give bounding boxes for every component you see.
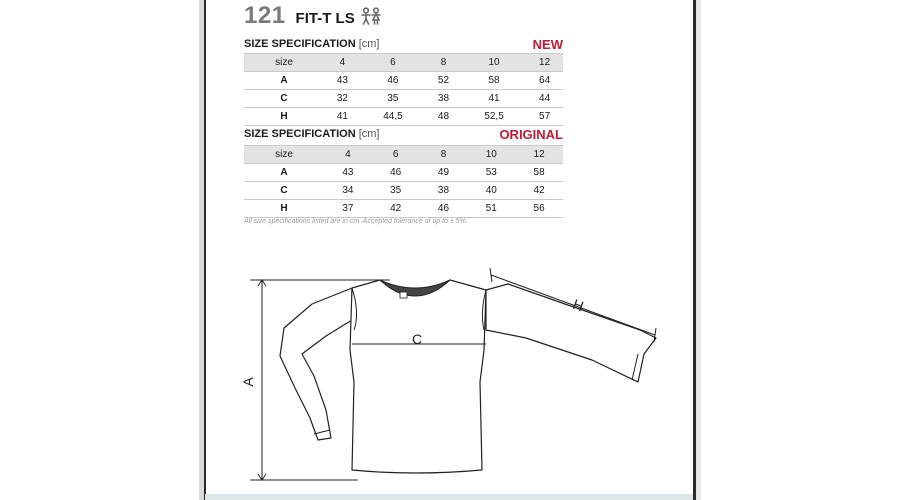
value-cell: 43 <box>324 72 361 90</box>
table-header-row <box>244 54 563 72</box>
value-cell: 42 <box>515 182 563 200</box>
value-cell: 34 <box>324 182 372 200</box>
product-header <box>244 2 382 28</box>
page-border-left <box>199 0 205 500</box>
spec-new-title-text: SIZE SPECIFICATION <box>244 38 356 50</box>
table-row <box>244 182 563 200</box>
value-cell: 58 <box>515 164 563 182</box>
value-cell: 46 <box>372 164 420 182</box>
left-sleeve <box>280 288 352 440</box>
header-cell: 8 <box>420 146 468 164</box>
table-row <box>244 164 563 182</box>
dimension-label-a: A <box>240 377 256 387</box>
value-cell: 51 <box>467 200 515 218</box>
right-sleeve <box>486 284 656 382</box>
spec-original-title <box>244 128 379 140</box>
spec-original-table <box>244 145 563 218</box>
header-cell: 4 <box>324 54 361 72</box>
header-cell: 12 <box>526 54 563 72</box>
footnote: All size specifications listed are in cm. Accepted tolerance of up to ± 5%. <box>244 218 468 225</box>
spec-original-unit: [cm] <box>358 128 380 140</box>
header-cell: 6 <box>361 54 425 72</box>
header-cell: 4 <box>324 146 372 164</box>
header-cell: 10 <box>467 146 515 164</box>
spec-new-unit: [cm] <box>358 38 380 50</box>
dimension-label-h: H <box>570 295 586 315</box>
spec-original-title-text: SIZE SPECIFICATION <box>244 128 356 140</box>
value-cell: 56 <box>515 200 563 218</box>
value-cell: 35 <box>361 90 425 108</box>
value-cell: 48 <box>425 108 462 126</box>
value-cell: 43 <box>324 164 372 182</box>
value-cell: 46 <box>361 72 425 90</box>
page-border-right <box>693 0 696 500</box>
neck-label <box>400 292 407 298</box>
value-cell: 57 <box>526 108 563 126</box>
spec-new-tag: NEW <box>532 37 563 52</box>
row-label-cell: H <box>244 200 324 218</box>
value-cell: 38 <box>420 182 468 200</box>
value-cell: 46 <box>420 200 468 218</box>
value-cell: 44 <box>526 90 563 108</box>
header-cell: 8 <box>425 54 462 72</box>
value-cell: 52,5 <box>462 108 526 126</box>
bottom-strip <box>205 494 693 500</box>
table-row <box>244 72 563 90</box>
row-label-cell: H <box>244 108 324 126</box>
header-cell: 10 <box>462 54 526 72</box>
shirt-diagram <box>240 258 670 494</box>
value-cell: 44,5 <box>361 108 425 126</box>
value-cell: 64 <box>526 72 563 90</box>
header-cell: 6 <box>372 146 420 164</box>
value-cell: 53 <box>467 164 515 182</box>
value-cell: 35 <box>372 182 420 200</box>
row-label-cell: C <box>244 90 324 108</box>
value-cell: 49 <box>420 164 468 182</box>
value-cell: 42 <box>372 200 420 218</box>
product-name: FIT-T LS <box>295 10 355 27</box>
spec-new-table <box>244 53 563 126</box>
value-cell: 41 <box>462 90 526 108</box>
row-label-cell: A <box>244 72 324 90</box>
row-label-cell: A <box>244 164 324 182</box>
spec-original-tag: ORIGINAL <box>499 127 563 142</box>
dimension-label-c: C <box>411 331 423 347</box>
row-label-cell: C <box>244 182 324 200</box>
table-header-row <box>244 146 563 164</box>
value-cell: 52 <box>425 72 462 90</box>
table-row <box>244 90 563 108</box>
value-cell: 58 <box>462 72 526 90</box>
value-cell: 40 <box>467 182 515 200</box>
value-cell: 37 <box>324 200 372 218</box>
header-cell: 12 <box>515 146 563 164</box>
shirt-body <box>350 280 486 473</box>
table-row <box>244 108 563 126</box>
spec-new-title <box>244 38 379 50</box>
header-cell: size <box>244 54 324 72</box>
value-cell: 38 <box>425 90 462 108</box>
product-number: 121 <box>244 2 286 29</box>
header-cell: size <box>244 146 324 164</box>
value-cell: 32 <box>324 90 361 108</box>
value-cell: 41 <box>324 108 361 126</box>
table-row <box>244 200 563 218</box>
kids-icon <box>360 7 382 30</box>
